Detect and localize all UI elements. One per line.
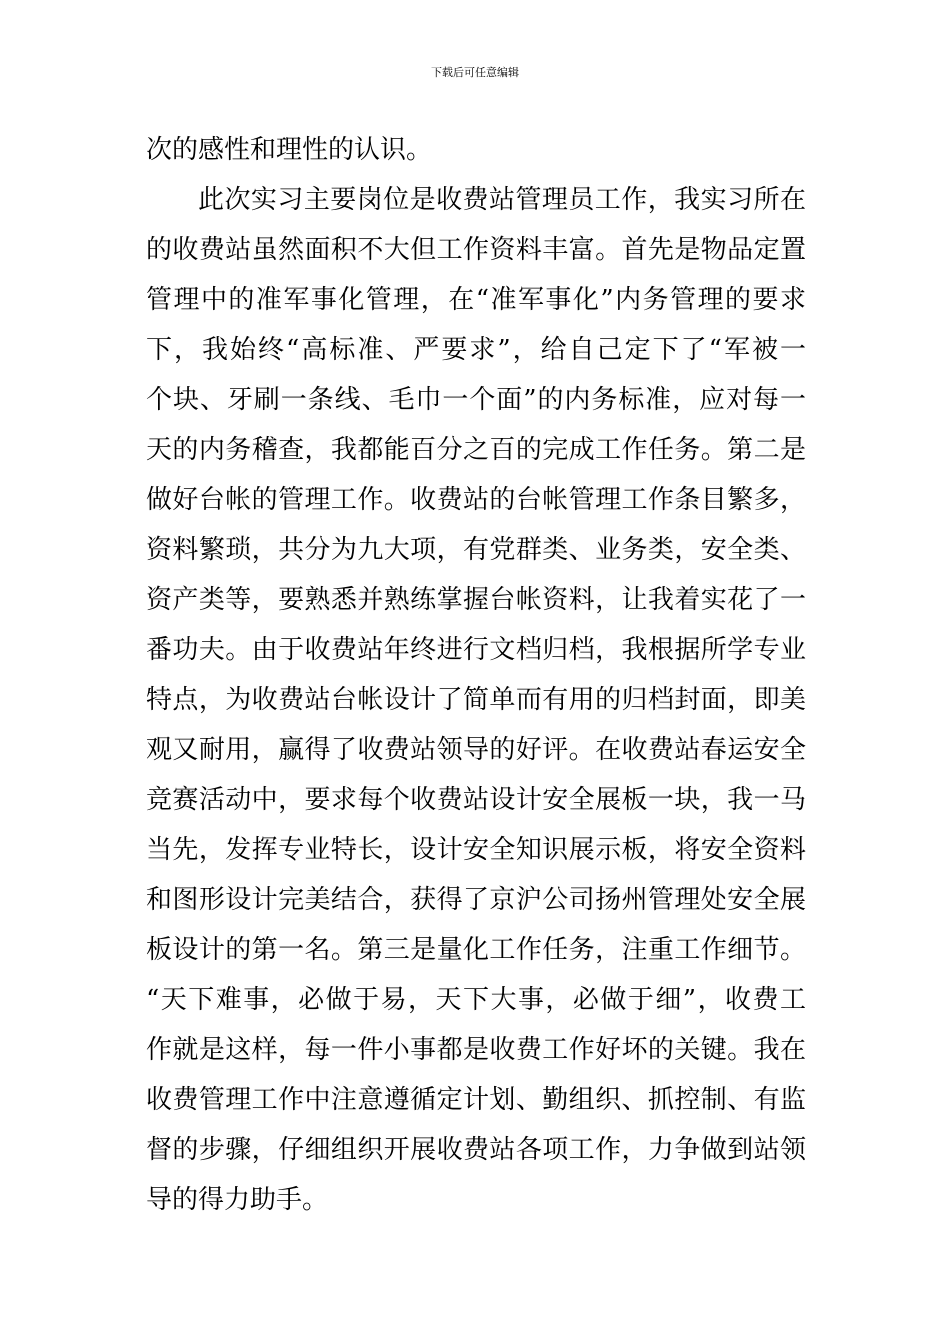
text-line: 观又耐用，赢得了收费站领导的好评。在收费站春运安全 <box>146 735 806 765</box>
text-line: 做好台帐的管理工作。收费站的台帐管理工作条目繁多， <box>146 485 806 515</box>
text-line: 督的步骤，仔细组织开展收费站各项工作，力争做到站领 <box>146 1135 806 1165</box>
document-body <box>146 125 806 1225</box>
text-line: 竞赛活动中，要求每个收费站设计安全展板一块，我一马 <box>146 785 806 815</box>
text-line: 下，我始终“高标准、严要求”，给自己定下了“军被一 <box>146 335 806 365</box>
text-line: 资料繁琐，共分为九大项，有党群类、业务类，安全类、 <box>146 535 806 565</box>
text-line: 番功夫。由于收费站年终进行文档归档，我根据所学专业 <box>146 635 806 665</box>
text-line: 次的感性和理性的认识。 <box>146 135 433 165</box>
text-line: 个块、牙刷一条线、毛巾一个面”的内务标准，应对每一 <box>146 385 806 415</box>
text-line: 的收费站虽然面积不大但工作资料丰富。首先是物品定置 <box>146 235 806 265</box>
text-line: 管理中的准军事化管理，在“准军事化”内务管理的要求 <box>146 285 806 315</box>
text-line: 此次实习主要岗位是收费站管理员工作，我实习所在 <box>198 185 806 215</box>
text-line: 特点，为收费站台帐设计了简单而有用的归档封面，即美 <box>146 685 806 715</box>
text-line: 板设计的第一名。第三是量化工作任务，注重工作细节。 <box>146 935 806 965</box>
text-line: 天的内务稽查，我都能百分之百的完成工作任务。第二是 <box>146 435 806 465</box>
text-line: 导的得力助手。 <box>146 1185 329 1215</box>
text-line: 和图形设计完美结合，获得了京沪公司扬州管理处安全展 <box>146 885 806 915</box>
page-header: 下载后可任意编辑 <box>431 66 519 79</box>
text-line: 收费管理工作中注意遵循定计划、勤组织、抓控制、有监 <box>146 1085 806 1115</box>
text-line: 作就是这样，每一件小事都是收费工作好坏的关键。我在 <box>146 1035 806 1065</box>
text-line: 资产类等，要熟悉并熟练掌握台帐资料，让我着实花了一 <box>146 585 806 615</box>
text-line: 当先，发挥专业特长，设计安全知识展示板，将安全资料 <box>146 835 806 865</box>
text-line: “天下难事，必做于易，天下大事，必做于细”，收费工 <box>146 985 806 1015</box>
